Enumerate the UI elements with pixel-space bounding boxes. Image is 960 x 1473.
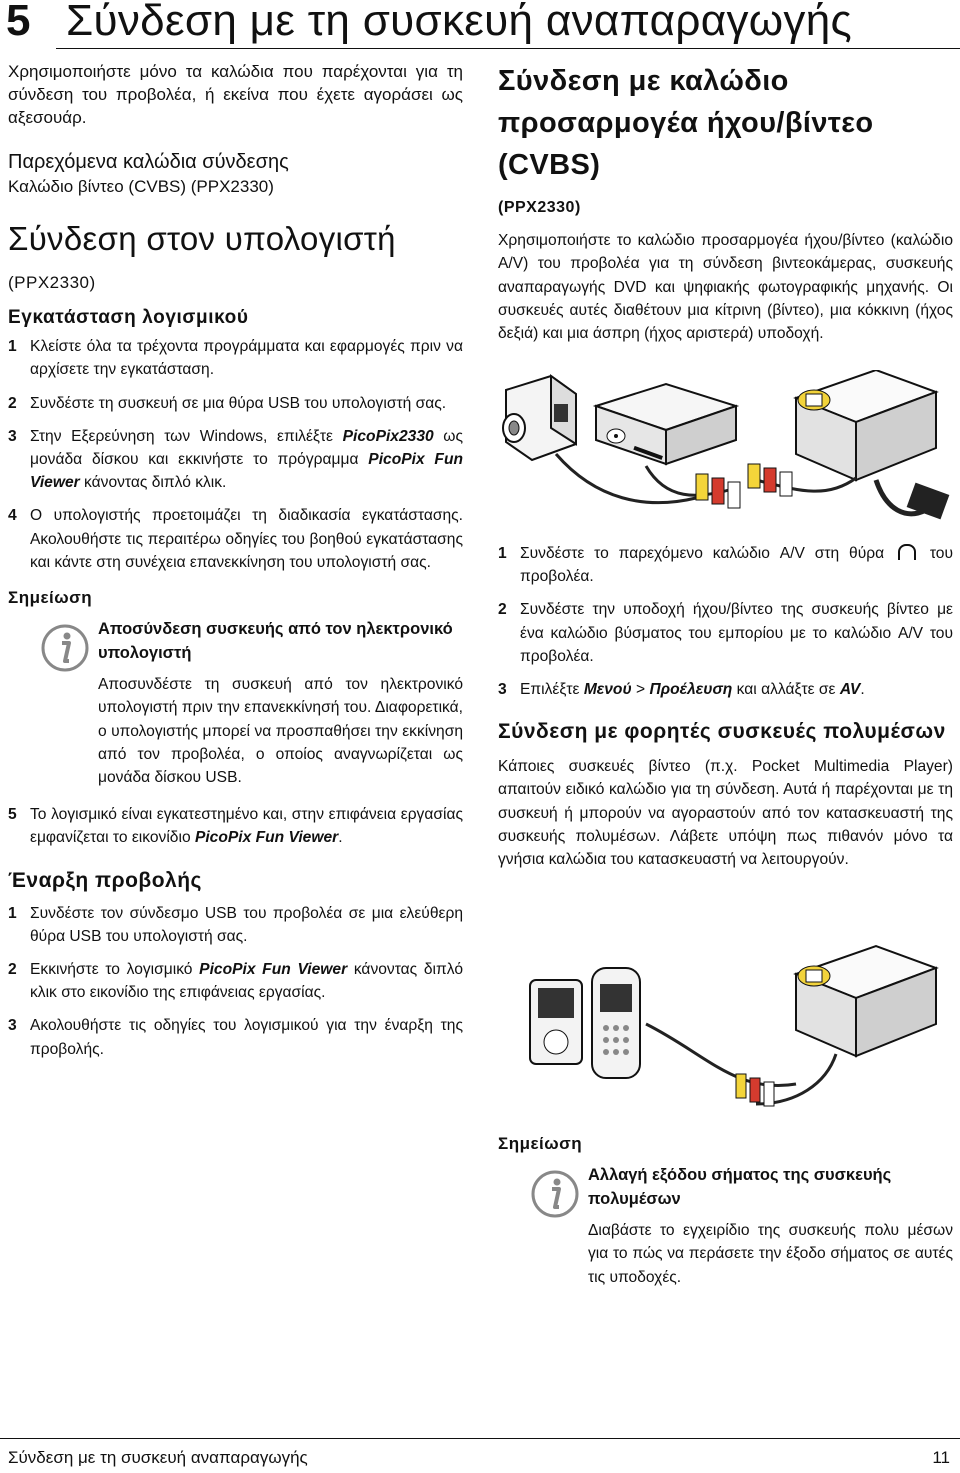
page-number: 11 [932,1448,950,1467]
install-step-3: 3 Στην Εξερεύνηση των Windows, επιλέξτε PicoPix2330 ως μονάδα δίσκου και εκκινήστε το πρόγραμμα PicoPix Fun Viewer κάνοντας διπλό κλικ. [8,427,463,492]
install-step-2: 2 Συνδέστε τη συσκευή σε μια θύρα USB του υπολογιστή σας. [8,394,447,412]
projector-icon [796,946,936,1056]
camcorder-icon [503,376,576,460]
start-step-1: 1 Συνδέστε τον σύνδεσμο USB του προβολέα σε μια ελεύθερη θύρα USB του υπολογιστή σας. [8,904,463,945]
mobile-phone-icon [592,968,640,1078]
install-step-1: 1 Κλείστε όλα τα τρέχοντα προγράμματα και εφαρμογές πριν να αρχίσετε την εγκατάσταση. [8,338,463,379]
supplied-cable-item: Καλώδιο βίντεο (CVBS) (PPX2330) [8,176,274,196]
start-step-2: 2 Εκκινήστε το λογισμικό PicoPix Fun Viewer κάνοντας διπλό κλικ στο εικονίδιο της επιφάνειας εργασίας. [8,961,463,1002]
multimedia-body: Κάποιες συσκευές βίντεο (π.χ. Pocket Multimedia Player) απαιτούν ειδικό καλώδιο για τη σύνδεση. Αυτά ή παρέχονται με τη συσκευή ή μπορούν να αγοραστούν από τον κατασκευαστή της συσκευής πολυμέσων. Λάβετε υπόψη πως πιθανόν μόνο τα γνήσια καλώδια του κατασκευαστή να λειτουργούν. [498,758,953,869]
note-disconnect [8,617,463,789]
install-step-5: 5 Το λογισμικό είναι εγκατεστημένο και, στην επιφάνεια εργασίας εμφανίζεται το εικονίδιο PicoPix Fun Viewer. [8,806,463,847]
note-title: Αποσύνδεση συσκευής από τον ηλεκτρονικό υπολογιστή [98,620,453,663]
intro-text: Χρησιμοποιήστε μόνο τα καλώδια που παρέχονται για τη σύνδεση του προβολέα, ή εκείνα που έχετε αγοράσει ως αξεσουάρ. [8,62,463,128]
start-projection-heading: Έναρξη προβολής [8,868,202,892]
headphone-icon [898,544,916,560]
info-icon [530,1169,580,1219]
chapter-title: Σύνδεση με τη συσκευή αναπαραγωγής [66,0,852,45]
note-title-right: Αλλαγή εξόδου σήματος της συσκευής πολυμέσων [588,1166,892,1209]
cvbs-intro: Χρησιμοποιήστε το καλώδιο προσαρμογέα ήχου/βίντεο (καλώδιο A/V) του προβολέα για τη σύνδεση βιντεοκάμερας, συσκευής αναπαραγωγής DVD και ψηφιακής φωτογραφικής μηχανής. Οι συσκευές αυτές διαθέτουν μια κίτρινη (βίντεο), μια κόκκινη (ήχος δεξιά) και μια άσπρη (ήχος αριστερά) υποδοχή. [498,232,953,343]
dvd-player-icon [596,384,736,464]
note-output-signal [498,1163,953,1289]
media-player-icon [530,980,582,1064]
media-player-illustration [496,944,956,1124]
note-body: Αποσυνδέστε τη συσκευή από τον ηλεκτρονικό υπολογιστή πριν την επανεκκίνησή του. Διαφορετικά, ο υπολογιστής μπορεί να προσπαθήσει την εκκίνηση από τον προβολέα, ο οποίος αναγνωρίζεται ως μονάδα δίσκου USB. [98,676,463,787]
info-icon [40,623,90,673]
supplied-cables-heading: Παρεχόμενα καλώδια σύνδεσης [8,150,289,173]
left-column [8,60,463,1061]
av-connection-illustration [496,370,956,535]
footer-rule [0,1438,960,1439]
software-install-heading: Εγκατάσταση λογισμικού [8,307,249,329]
av-step-3: 3 Επιλέξτε Μενού > Προέλευση και αλλάξτε σε AV. [498,681,865,699]
right-column-steps [498,542,953,871]
cvbs-model: (PPX2330) [498,199,581,216]
start-step-3: 3 Ακολουθήστε τις οδηγίες του λογισμικού για την έναρξη της προβολής. [8,1017,463,1058]
note-body-right: Διαβάστε το εγχειρίδιο της συσκευής πολυ μέσων για το πώς να περάσετε την έξοδο σήματος σε αυτές τις υποδοχές. [588,1222,953,1286]
chapter-number: 5 [6,0,31,45]
right-column [498,60,953,345]
projector-icon [796,370,936,480]
install-step-4: 4 Ο υπολογιστής προετοιμάζει τη διαδικασία εγκατάστασης. Ακολουθήστε τις περαιτέρω οδηγίες του βοηθού εγκατάστασης και κάντε στη συνέχεια επανεκκίνηση του υπολογιστή σας. [8,507,463,571]
multimedia-heading: Σύνδεση με φορητές συσκευές πολυμέσων [498,720,946,744]
pc-model: (PPX2330) [8,272,96,292]
note-label: Σημείωση [8,588,93,608]
chapter-header [0,0,960,50]
cvbs-heading: Σύνδεση με καλώδιο προσαρμογέα ήχου/βίντεο (CVBS) [498,65,874,181]
footer-section-title: Σύνδεση με τη συσκευή αναπαραγωγής [8,1448,308,1467]
pc-connection-heading: Σύνδεση στον υπολογιστή [8,219,396,257]
av-step-2: 2 Συνδέστε την υποδοχή ήχου/βίντεο της συσκευής βίντεο με ένα καλώδιο βύσματος του εμπορίου με το καλώδιο A/V του προβολέα. [498,601,953,665]
av-step-1: 1 Συνδέστε το παρεχόμενο καλώδιο A/V στη θύρα του προβολέα. [498,545,953,586]
header-rule [56,48,960,49]
note-label-right: Σημείωση [498,1134,583,1153]
right-note-section [498,1132,953,1289]
